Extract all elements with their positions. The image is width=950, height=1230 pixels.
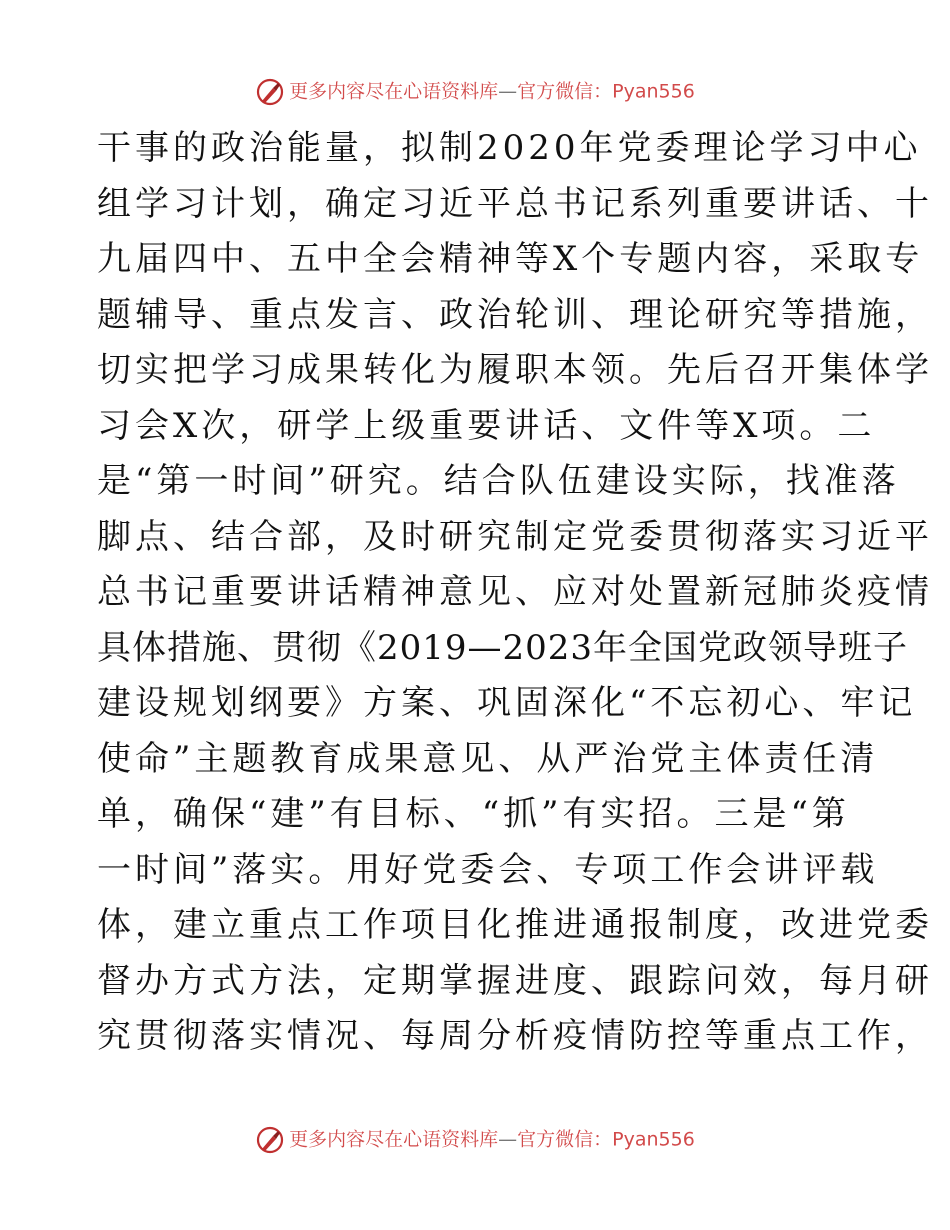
watermark-separator: — [498,1128,518,1151]
watermark-contact: 官方微信：Pyan556 [517,1128,695,1151]
text-line: 九届四中、五中全会精神等X个专题内容，采取专 [97,239,924,279]
text-line: 切实把学习成果转化为履职本领。先后召开集体学 [97,350,933,390]
watermark-text: 更多内容尽在心语资料库 [289,80,499,103]
text-line: 督办方式方法，定期掌握进度、跟踪问效，每月研 [97,960,933,1001]
text-line: 体，建立重点工作项目化推进通报制度，改进党委 [97,905,933,945]
header-watermark [0,76,950,106]
text-line: 一时间”落实。用好党委会、专项工作会讲评载 [97,849,879,890]
text-line: 是“第一时间”研究。结合队伍建设实际，找准落 [97,461,900,501]
text-line: 题辅导、重点发言、政治轮训、理论研究等措施， [97,294,933,335]
document-body [97,121,933,1065]
text-line: 脚点、结合部，及时研究制定党委贯彻落实习近平 [97,516,933,557]
text-line: 究贯彻落实情况、每周分析疫情防控等重点工作， [97,1016,933,1056]
text-line: 总书记重要讲话精神意见、应对处置新冠肺炎疫情 [97,572,933,612]
text-line: 建设规划纲要》方案、巩固深化“不忘初心、牢记 [97,683,917,723]
text-line: 单，确保“建”有目标、“抓”有实招。三是“第 [97,794,850,834]
pen-nib-circle-icon [255,1125,285,1155]
text-line: 习会X次，研学上级重要讲话、文件等X项。二 [97,405,876,446]
text-line: 具体措施、贯彻《2019—2023年全国党政领导班子 [97,627,909,668]
watermark-contact: 官方微信：Pyan556 [517,80,695,103]
watermark-separator: — [498,80,518,103]
watermark-text: 更多内容尽在心语资料库 [289,1128,499,1151]
text-line: 干事的政治能量，拟制2020年党委理论学习中心 [97,128,922,168]
text-line: 组学习计划，确定习近平总书记系列重要讲话、十 [97,183,933,224]
pen-nib-circle-icon [255,77,285,107]
text-line: 使命”主题教育成果意见、从严治党主体责任清 [97,738,879,779]
footer-watermark [0,1124,950,1154]
